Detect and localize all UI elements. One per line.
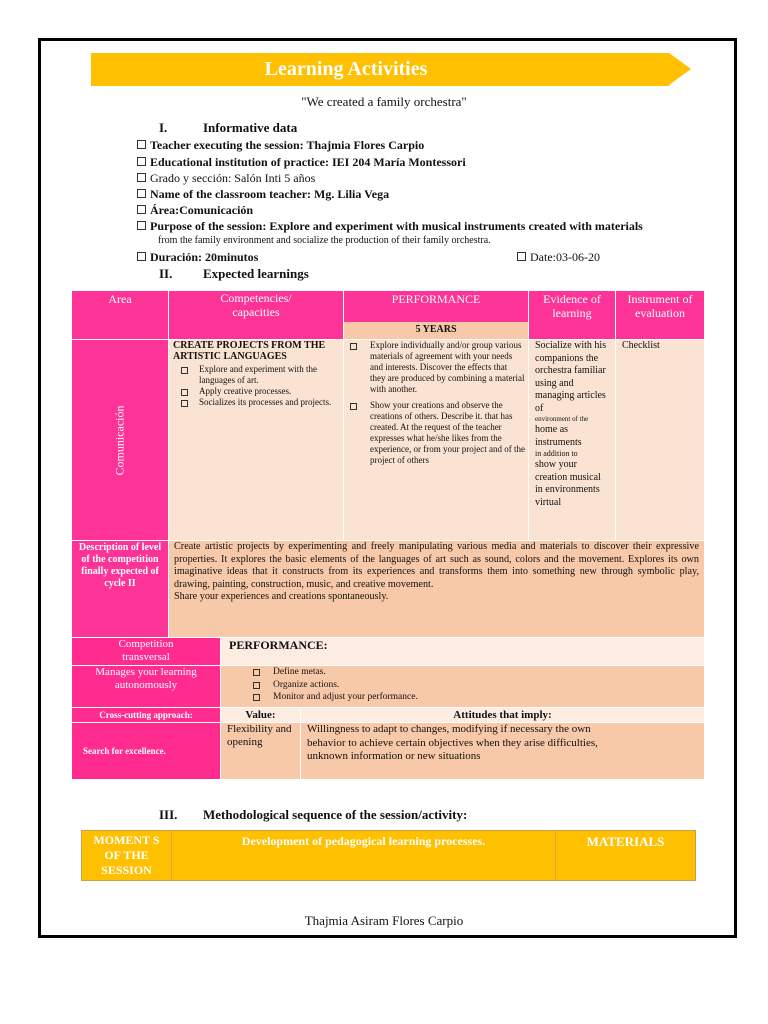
instrument-value: Checklist: [622, 340, 660, 351]
search-label: Search for excellence.: [72, 723, 220, 779]
checkbox-icon: [137, 205, 146, 214]
section-number: III.: [159, 807, 178, 822]
evidence-text-a: Socialize with his companions the orchestra familiar using and managing articles of: [535, 340, 607, 414]
attitudes-text: Willingness to adapt to changes, modifying if necessary the own behavior to achieve certain objectives when they arise difficulties, unknown information or new situations: [301, 723, 704, 779]
performance-item: Show your creations and observe the creations of others. Describe it. that has created. At the request of the teacher expresses what he/she likes from the experience, or from your project and of the project of others: [344, 400, 525, 466]
checkbox-icon: [253, 682, 260, 689]
session-title: "We created a family orchestra": [301, 94, 467, 109]
value-text: Flexibility and opening: [221, 723, 300, 779]
competency-cell: [169, 340, 343, 540]
info-purpose-cont: from the family environment and socialize the production of their family orchestra.: [158, 235, 491, 246]
manages-item: Define metas.: [247, 666, 704, 679]
description-text: Create artistic projects by experimenting and freely manipulating various media and materials to discover their expressive properties. It explores the basic elements of the languages of art such as sound, colors and the movement. Explores its own imaginative ideas that it constructs from its experiences and transforms them into something new through symbolic play, drawing, painting, construction, music, and creative movement.: [174, 541, 699, 590]
info-area: Área:Comunicación: [137, 203, 253, 218]
page-title: Learning Activities: [264, 58, 428, 80]
moments-header: MOMENT S OF THE SESSION: [82, 831, 171, 880]
transversal-performance: PERFORMANCE:: [229, 638, 328, 652]
info-purpose: Purpose of the session: Explore and experiment with musical instruments created with materials: [137, 219, 643, 234]
value-header: Value:: [221, 708, 300, 722]
header-instrument: Instrument of evaluation: [616, 291, 704, 339]
manages-label: Manages your learning autonomously: [72, 666, 220, 707]
evidence-text-e: show your creation musical in environments virtual: [535, 459, 601, 508]
banner-arrow: [669, 53, 691, 85]
manages-item: Monitor and adjust your performance.: [247, 691, 704, 704]
section-number: I.: [159, 120, 168, 135]
checkbox-icon: [181, 367, 188, 374]
description-label: Description of level of the competition finally expected of cycle II: [72, 541, 168, 637]
checkbox-icon: [137, 140, 146, 149]
checkbox-icon: [253, 694, 260, 701]
evidence-text-b: environment of the: [535, 415, 589, 423]
section-number: II.: [159, 266, 173, 281]
section-title: Expected learnings: [203, 266, 309, 281]
checkbox-icon: [253, 669, 260, 676]
checkbox-icon: [350, 343, 357, 350]
evidence-text-d: in addition to: [535, 449, 578, 458]
capacity-item: Apply creative processes.: [173, 386, 339, 397]
description-cell: [169, 541, 704, 637]
checkbox-icon: [137, 221, 146, 230]
checkbox-icon: [137, 157, 146, 166]
header-performance: PERFORMANCE: [344, 291, 528, 322]
transversal-performance-cell: [221, 638, 704, 665]
transversal-label: Competition transversal: [72, 638, 220, 665]
checkbox-icon: [517, 252, 526, 261]
checkbox-icon: [181, 400, 188, 407]
checkbox-icon: [181, 389, 188, 396]
header-evidence: Evidence of learning: [529, 291, 615, 339]
evidence-text-c: home as instruments: [535, 424, 582, 448]
materials-header: MATERIALS: [556, 831, 695, 880]
evidence-cell: [529, 340, 615, 540]
manages-item: Organize actions.: [247, 679, 704, 692]
development-header: Development of pedagogical learning processes.: [172, 831, 555, 880]
manages-cell: [221, 666, 704, 707]
checkbox-icon: [350, 403, 357, 410]
description-text-2: Share your experiences and creations spontaneously.: [174, 591, 389, 602]
header-years: 5 YEARS: [344, 322, 528, 339]
checkbox-icon: [137, 189, 146, 198]
instrument-cell: [616, 340, 704, 540]
footer-author: Thajmia Asiram Flores Carpio: [304, 913, 464, 928]
performance-item: Explore individually and/or group various materials of agreement with your needs and interests. Discover the effects that they are produced by combining a material with another.: [344, 340, 525, 395]
checkbox-icon: [137, 173, 146, 182]
section-title: Informative data: [203, 120, 298, 135]
checkbox-icon: [137, 252, 146, 261]
info-classroom-teacher: Name of the classroom teacher: Mg. Lilia Vega: [137, 187, 389, 202]
info-duration: Duración: 20minutos: [137, 250, 258, 265]
capacity-item: Explore and experiment with the languages of art.: [173, 364, 339, 386]
section-title: Methodological sequence of the session/activity:: [203, 807, 468, 822]
crosscutting-label: Cross-cutting approach:: [72, 708, 220, 722]
attitudes-header: Attitudes that imply:: [301, 708, 704, 722]
competency-title: CREATE PROJECTS FROM THE ARTISTIC LANGUAGES: [173, 340, 326, 362]
header-area: Area: [72, 291, 168, 339]
header-competencies: Competencies/ capacities: [169, 291, 343, 339]
area-cell: [72, 340, 168, 540]
info-grade: Grado y sección: Salón Inti 5 años: [137, 171, 315, 186]
performance-cell: [344, 340, 528, 540]
area-name: Comunicación: [111, 405, 126, 475]
info-institution: Educational institution of practice: IEI 204 María Montessori: [137, 155, 466, 170]
info-date: Date:03-06-20: [517, 250, 600, 265]
capacity-item: Socializes its processes and projects.: [173, 397, 339, 408]
info-teacher: Teacher executing the session: Thajmia Flores Carpio: [137, 138, 424, 153]
